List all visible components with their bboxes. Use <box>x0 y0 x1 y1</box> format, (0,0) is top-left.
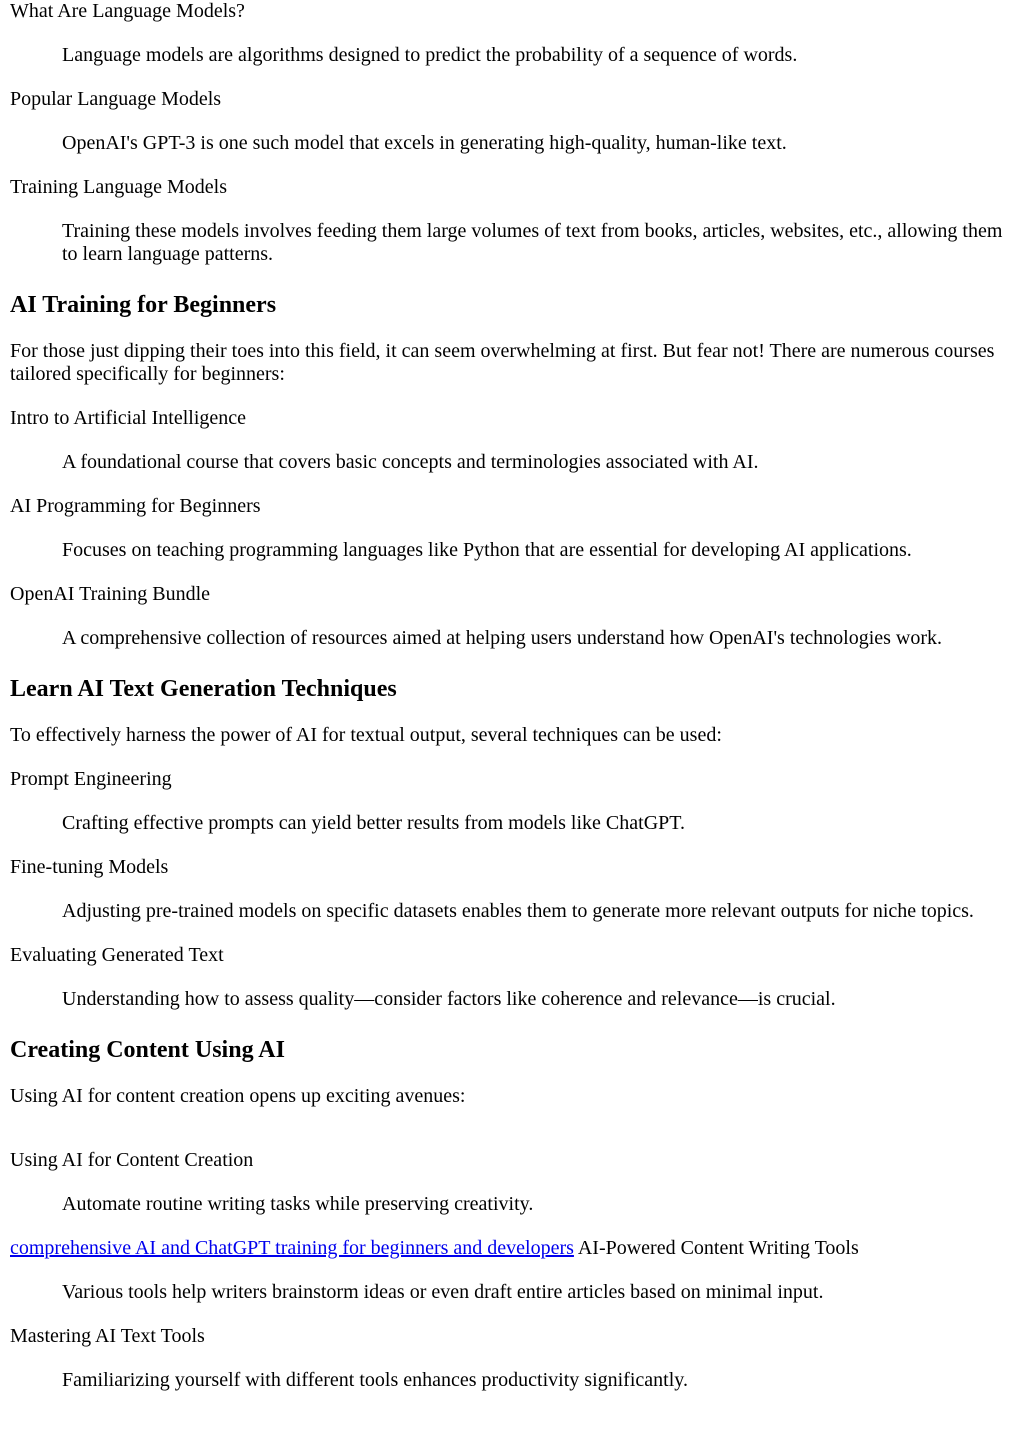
definition-ai-powered-writing-tools: Various tools help writers brainstorm ideas or even draft entire articles based on minimal input. <box>62 1281 824 1303</box>
training-link[interactable]: comprehensive AI and ChatGPT training for beginners and developers <box>10 1237 574 1259</box>
definition-prompt-engineering: Crafting effective prompts can yield better results from models like ChatGPT. <box>62 812 685 834</box>
content-intro: Using AI for content creation opens up exciting avenues: <box>10 1085 466 1107</box>
definition-fine-tuning: Adjusting pre-trained models on specific datasets enables them to generate more relevant outputs for niche topics. <box>62 900 974 922</box>
term-what-are-language-models: What Are Language Models? <box>10 0 245 22</box>
term-ai-powered-writing-tools: AI-Powered Content Writing Tools <box>577 1237 859 1259</box>
definition-evaluating-text: Understanding how to assess quality—consider factors like coherence and relevance—is crucial. <box>62 988 836 1010</box>
heading-creating-content: Creating Content Using AI <box>10 1037 285 1063</box>
definition-intro-ai: A foundational course that covers basic concepts and terminologies associated with AI. <box>62 451 759 473</box>
term-popular-language-models: Popular Language Models <box>10 88 222 110</box>
term-mastering-ai-text-tools: Mastering AI Text Tools <box>10 1325 205 1347</box>
definition-mastering-ai-text-tools: Familiarizing yourself with different tools enhances productivity significantly. <box>62 1369 688 1391</box>
term-ai-content-creation: Using AI for Content Creation <box>10 1149 254 1171</box>
beginners-list <box>10 407 1014 650</box>
definition-openai-training-bundle: A comprehensive collection of resources aimed at helping users understand how OpenAI's technologies work. <box>62 627 943 649</box>
term-training-language-models: Training Language Models <box>10 176 228 198</box>
heading-ai-training-beginners: AI Training for Beginners <box>10 292 277 318</box>
language-models-list <box>10 0 1014 266</box>
content-list <box>10 1149 1014 1392</box>
term-ai-programming: AI Programming for Beginners <box>10 495 261 517</box>
term-prompt-engineering: Prompt Engineering <box>10 768 172 790</box>
definition-popular-language-models: OpenAI's GPT-3 is one such model that excels in generating high-quality, human-like text. <box>62 132 787 154</box>
term-ai-powered-writing-tools-row <box>10 1237 1014 1260</box>
definition-training-language-models: Training these models involves feeding them large volumes of text from books, articles, websites, etc., allowing them to learn language patterns. <box>62 220 1003 265</box>
heading-text-generation-techniques: Learn AI Text Generation Techniques <box>10 676 397 702</box>
techniques-intro: To effectively harness the power of AI for textual output, several techniques can be used: <box>10 724 722 746</box>
term-openai-training-bundle: OpenAI Training Bundle <box>10 583 210 605</box>
definition-ai-content-creation: Automate routine writing tasks while preserving creativity. <box>62 1193 534 1215</box>
definition-what-are-language-models: Language models are algorithms designed to predict the probability of a sequence of words. <box>62 44 798 66</box>
term-intro-ai: Intro to Artificial Intelligence <box>10 407 247 429</box>
term-fine-tuning: Fine-tuning Models <box>10 856 169 878</box>
techniques-list <box>10 768 1014 1011</box>
beginners-intro: For those just dipping their toes into this field, it can seem overwhelming at first. But fear not! There are numerous courses tailored specifically for beginners: <box>10 340 995 385</box>
term-evaluating-text: Evaluating Generated Text <box>10 944 224 966</box>
spacer <box>10 1129 1014 1149</box>
definition-ai-programming: Focuses on teaching programming languages like Python that are essential for developing AI applications. <box>62 539 912 561</box>
